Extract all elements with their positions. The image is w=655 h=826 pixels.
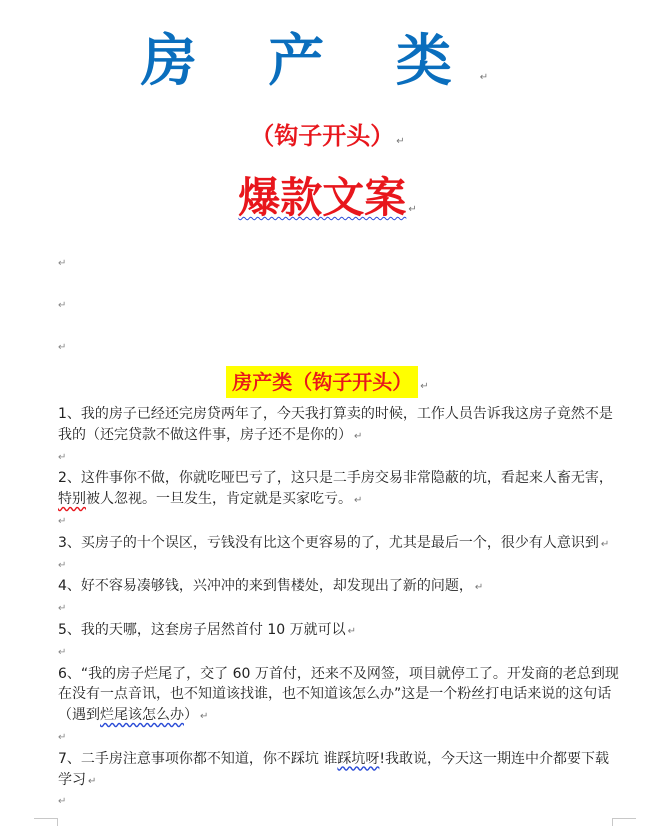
document-title-text: 房 产 类 <box>140 29 478 94</box>
empty-paragraph-mark: ↵ <box>58 258 67 269</box>
list-item-text: 6、“我的房子烂尾了，交了 60 万首付，还来不及网签，项目就停工了。开发商的老总到现在没有一点音讯，也不知道该找谁，也不知道该怎么办”这是一个粉丝打电话来说的这句话（遇到 <box>58 665 619 724</box>
list-item <box>58 749 620 793</box>
underlined-text: 烂尾该怎么办 <box>100 707 184 724</box>
page-corner-mark-left-v <box>57 818 58 826</box>
empty-paragraph-mark: ↵ <box>58 603 67 615</box>
list-item-text: !我敢说，今天这一期连中介都要下载学习 <box>58 750 609 788</box>
empty-paragraph-mark: ↵ <box>58 300 67 311</box>
page-corner-mark-right-v <box>612 818 613 826</box>
list-item-text: 5、我的天哪，这套房子居然首付 10 万就可以 <box>58 621 346 638</box>
document-title <box>0 22 655 118</box>
paragraph-mark: ↵ <box>479 72 515 83</box>
empty-paragraph-mark: ↵ <box>58 451 67 463</box>
paragraph-mark: ↵ <box>420 381 429 392</box>
empty-paragraph-mark: ↵ <box>58 559 67 571</box>
list-item-text: 1、我的房子已经还完房贷两年了，今天我打算卖的时候，工作人员告诉我这房子竟然不是我的（还完贷款不做这件事，房子还不是你的） <box>58 406 613 443</box>
paragraph-mark: ↵ <box>600 538 610 550</box>
paragraph-mark: ↵ <box>408 204 417 215</box>
subtitle-hook <box>0 118 655 160</box>
section-heading <box>0 366 655 398</box>
empty-paragraph-mark: ↵ <box>58 731 67 743</box>
underlined-text: 特别 <box>58 491 86 508</box>
list-item <box>58 620 620 643</box>
list-item-text: 4、好不容易凑够钱，兴冲冲的来到售楼处，却发现出了新的问题， <box>58 578 473 595</box>
paragraph-mark: ↵ <box>354 430 363 442</box>
list-item-text: 7、二手房注意事项你都不知道，你不踩坑 谁 <box>58 750 338 767</box>
list-item <box>58 664 620 728</box>
paragraph-mark: ↵ <box>474 582 484 594</box>
empty-paragraph-mark: ↵ <box>58 515 67 527</box>
paragraph-mark: ↵ <box>347 625 357 637</box>
underlined-text: 踩坑呀 <box>337 750 380 767</box>
paragraph-mark: ↵ <box>354 495 363 507</box>
empty-paragraph-mark: ↵ <box>58 796 67 808</box>
list-item-text: 3、买房子的十个误区，亏钱没有比这个更容易的了，尤其是最后一个，很少有人意识到 <box>58 534 599 551</box>
paragraph-mark: ↵ <box>200 711 209 723</box>
list-item-text: 2、这件事你不做，你就吃哑巴亏了，这只是二手房交易非常隐蔽的坑，看起来人畜无害， <box>58 470 613 487</box>
document-body <box>58 404 620 813</box>
paragraph-mark: ↵ <box>88 775 97 787</box>
page-corner-mark-right <box>612 818 636 819</box>
list-item-text: ） <box>184 707 198 724</box>
subtitle-viral-text: 爆款文案 <box>238 173 407 222</box>
page-corner-mark-left <box>34 818 58 819</box>
subtitle-viral <box>0 170 655 238</box>
empty-paragraph-mark: ↵ <box>58 646 67 658</box>
paragraph-mark: ↵ <box>396 136 405 147</box>
list-item <box>58 576 620 599</box>
list-item <box>58 468 620 512</box>
empty-paragraph-mark: ↵ <box>58 342 67 353</box>
subtitle-hook-text: （钩子开头） <box>250 122 395 150</box>
list-item-text: 被人忽视。一旦发生，肯定就是买家吃亏。 <box>86 491 352 508</box>
list-item <box>58 404 620 448</box>
section-heading-text: 房产类（钩子开头） <box>226 366 418 398</box>
list-item <box>58 533 620 556</box>
